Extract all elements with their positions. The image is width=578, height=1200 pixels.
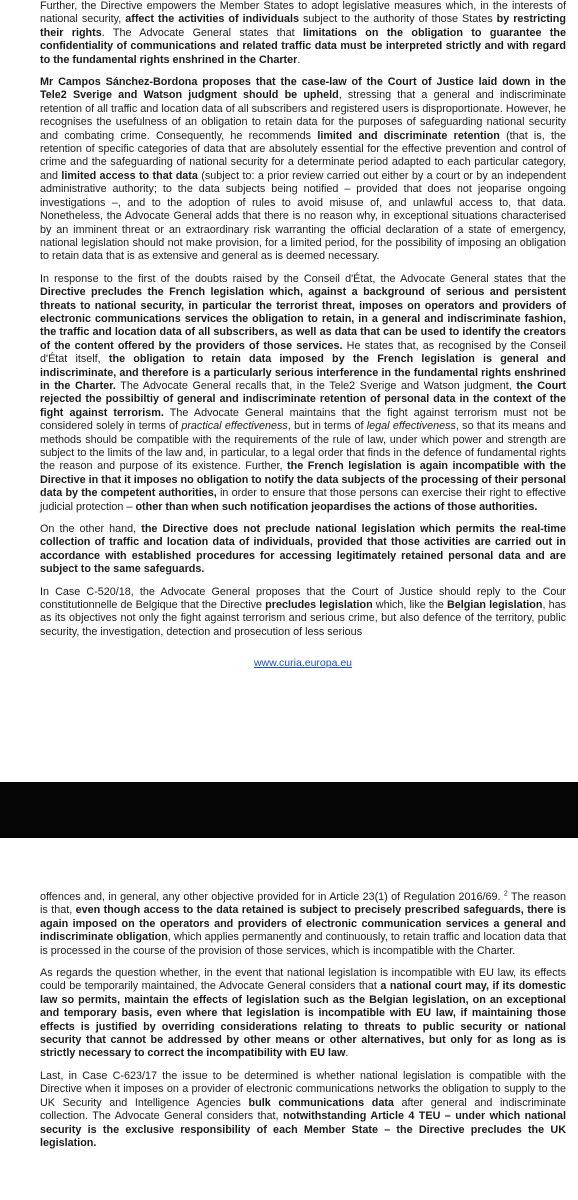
italic-run: legal effectiveness (366, 420, 456, 433)
text-run: , stressing that a general and indiscriminate retention of all traffic and location data of all subscribers and registered users is disproportionate. However, he recognises the usefulness of an obligation to retain data for the purposes of safeguarding national security and combating crime. Consequently, he recommends (40, 89, 566, 142)
paragraph-campos-sanchez-bordona (40, 76, 566, 264)
text-run: Further, the Directive empowers the Member States to adopt legislative measures which, in the interests of national security, (40, 0, 566, 26)
paragraph-case-c-520-18 (40, 586, 566, 640)
text-run: On the other hand, (40, 523, 142, 536)
bold-run: notwithstanding Article 4 TEU – under which national security is the exclusive responsibility of each Member State – the Directive precludes the UK legislation. (40, 1110, 567, 1149)
bold-run: limitations on the obligation to guarantee the confidentiality of communications and related traffic data must be interpreted strictly and with regard to the fundamental rights enshrined in the Charter (40, 26, 567, 66)
italic-run: practical effectiveness (181, 420, 288, 433)
text-run: Last, in Case C-623/17 the issue to be determined is whether national legislation is compatible with the Directive when it imposes on a provider of electronic communications networks the obligation to supply to the UK Security and Intelligence Agencies (40, 1069, 566, 1109)
text-run: , but in terms of (287, 420, 367, 433)
bottom-text-block (0, 838, 578, 1150)
text-run: after general and indiscriminate collection. The Advocate General considers that, (40, 1096, 566, 1123)
bold-run: Mr Campos Sánchez-Bordona proposes that the case-law of the Court of Justice laid down in the Tele2 Sverige and Watson judgment should be upheld (40, 76, 566, 102)
text-run: in order to ensure that those persons can exercise their right to effective judicial protection – (40, 487, 566, 513)
text-run: . (345, 1047, 349, 1060)
bold-run: other than when such notification jeopardises the actions of those authorities. (135, 500, 538, 513)
bold-run: the Court rejected the possibiltiy of general and indiscriminate retention of personal data in the context of the fight against terrorism. (40, 379, 566, 419)
text-run: (that is, the retention of specific categories of data that are absolutely essential for the effective prevention and control of crime and the safeguarding of national security for a determinate period adapted to each particular category, and (40, 129, 566, 182)
paragraph-french-legislation (40, 273, 566, 514)
text-run: In response to the first of the doubts raised by the Conseil d'État, the Advocate General states that the (40, 272, 566, 285)
bold-run: a national court may, if its domestic law so permits, maintain the effects of legislation such as the Belgian legislation, on an exceptional and temporary basis, even where that legislation is incompatible with EU law, if maintaining those effects is justified by overriding considerations relating to threats to public security or national security that cannot be addressed by other means or other alternatives, but only for as long as is strictly necessary to correct the incompatibility with EU law (40, 980, 566, 1060)
text-run: , has as its objectives not only the fight against terrorism and serious crime, but also defence of the territory, public security, the investigation, detection and prosecution of less serious (40, 599, 567, 638)
bold-run: limited and discriminate retention (317, 129, 500, 142)
text-run: The Advocate General maintains that the fight against terrorism must not be considered solely in terms of (40, 406, 566, 433)
text-run: . (297, 53, 301, 66)
bold-run: even though access to the data retained is subject to precisely prescribed safeguards, there is again imposed on the operators and providers of electronic communication services a general and indiscriminate obligation (40, 904, 567, 944)
page-break-bar (0, 782, 578, 838)
footnote-ref: 2 (503, 890, 508, 898)
text-run: , which applies permanently and continuously, to retain traffic and location data that is processed in the course of the provision of those services, which is incompatible with the Charter. (40, 931, 566, 957)
bold-run: Directive precludes the French legislation which, against a background of serious and persistent threats to national security, in particular the terrorist threat, imposes on operators and providers of electronic communications services the obligation to retain, in a general and indiscriminate fashion, the traffic and location data of all subscribers, as well as data that can be used to identify the creators of the content offered by the providers of those services. (40, 286, 566, 352)
bold-run: limited access to that data (61, 169, 198, 182)
bold-run: bulk communications data (248, 1096, 394, 1109)
curia-link[interactable]: www.curia.europa.eu (253, 657, 353, 670)
paragraph-real-time-collection (40, 523, 566, 577)
text-run: In Case C-520/18, the Advocate General proposes that the Court of Justice should reply to the Cour constitutionnelle de Belgique that the Directive (40, 585, 566, 612)
paragraph-temporary-effects (40, 967, 566, 1061)
bold-run: precludes legislation (265, 599, 373, 612)
bold-run: affect the activities of individuals (125, 13, 299, 26)
document-page-bottom (0, 838, 578, 1200)
bold-run: the Directive does not preclude national legislation which permits the real-time collection of traffic and location data of individuals, provided that those activities are carried out in accordance with established procedures for accessing legitimately retained personal data and are subject to the same safeguards. (40, 523, 567, 576)
text-run: , so that its means and methods should be compatible with the requirements of the rule of law, under which power and strength are subject to the limits of the law and, in particular, to a legal order that finds in the defence of fundamental rights the reason and purpose of its existence. Further, (40, 420, 566, 473)
bold-run: the French legislation is again incompatible with the Directive in that it imposes no obligation to notify the data subjects of the processing of their personal data by the competent authorities, (40, 460, 566, 500)
text-run: (subject to: a prior review carried out either by a court or by an independent administrative authority; to the data subjects being notified – provided that does not jeoparise ongoing investigations –, and to the adoption of rules to avoid misuse of, and unlawful access to, that data. Nonetheless, the Advocate General adds that there is no reason why, in exceptional situations characterised by an imminent threat or an extraordinary risk warranting the official declaration of a state of emergency, national legislation should not make provision, for a limited period, for the possibility of imposing an obligation to retain data that is as extensive and general as is deemed necessary. (40, 169, 566, 263)
bold-run: Belgian legislation (446, 599, 543, 612)
text-run: which, like the (372, 599, 447, 612)
text-run: The reason is that, (40, 891, 566, 917)
text-run: He states that, as recognised by the Conseil d'État itself, (40, 339, 566, 366)
paragraph-case-c-623-17 (40, 1070, 566, 1150)
text-run: subject to the authority of those States (299, 13, 497, 26)
bold-run: the obligation to retain data imposed by the French legislation is general and indiscriminate, and therefore is a particularly serious interference in the fundamental rights enshrined in the Charter. (40, 353, 566, 392)
text-run: As regards the question whether, in the event that national legislation is incompatible with EU law, its effects could be temporarily maintained, the Advocate General considers that (40, 967, 566, 993)
paragraph-offences-continued (40, 891, 566, 958)
text-run: offences and, in general, any other objective provided for in Article 23(1) of Regulation 2016/69. (40, 891, 504, 903)
footer-link-row (40, 653, 566, 671)
text-run: The Advocate General recalls that, in the Tele2 Sverige and Watson judgment, (115, 379, 517, 392)
bold-run: by restricting their rights (40, 13, 567, 39)
text-run: . The Advocate General states that (101, 26, 303, 39)
paragraph-limitations (40, 0, 566, 67)
